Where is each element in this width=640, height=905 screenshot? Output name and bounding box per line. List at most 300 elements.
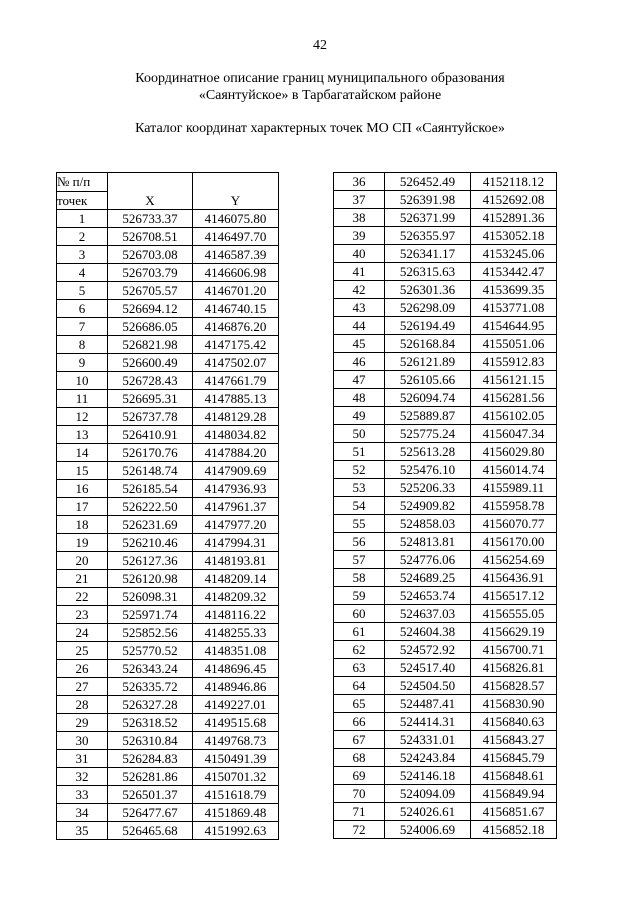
point-number-cell: 30 [57,732,108,750]
x-coordinate-cell: 526355.97 [385,227,471,245]
x-coordinate-cell: 524146.18 [385,767,471,785]
x-coordinate-cell: 526318.52 [108,714,193,732]
point-number-cell: 13 [57,426,108,444]
y-coordinate-cell: 4149227.01 [193,696,279,714]
point-number-cell: 14 [57,444,108,462]
x-coordinate-cell: 526335.72 [108,678,193,696]
point-number-cell: 25 [57,642,108,660]
table-row [334,335,557,353]
x-coordinate-cell: 526148.74 [108,462,193,480]
y-coordinate-cell: 4152692.08 [471,191,557,209]
y-coordinate-cell: 4156070.77 [471,515,557,533]
y-coordinate-cell: 4146606.98 [193,264,279,282]
x-coordinate-cell: 526703.79 [108,264,193,282]
y-coordinate-cell: 4153245.06 [471,245,557,263]
y-coordinate-cell: 4149768.73 [193,732,279,750]
x-coordinate-cell: 525770.52 [108,642,193,660]
x-coordinate-cell: 526105.66 [385,371,471,389]
point-number-cell: 1 [57,210,108,228]
point-number-cell: 27 [57,678,108,696]
table-row [334,533,557,551]
point-number-cell: 38 [334,209,385,227]
point-number-cell: 61 [334,623,385,641]
table-row [334,551,557,569]
point-number-cell: 29 [57,714,108,732]
point-number-cell: 55 [334,515,385,533]
x-coordinate-cell: 526686.05 [108,318,193,336]
table-row [334,677,557,695]
point-number-cell: 15 [57,462,108,480]
x-coordinate-cell: 524006.69 [385,821,471,839]
table-row [334,605,557,623]
point-number-cell: 35 [57,822,108,840]
x-coordinate-cell: 524776.06 [385,551,471,569]
table-row [57,804,279,822]
x-coordinate-cell: 526501.37 [108,786,193,804]
y-coordinate-cell: 4148209.32 [193,588,279,606]
y-coordinate-cell: 4147994.31 [193,534,279,552]
table-row [334,695,557,713]
y-coordinate-cell: 4156029.80 [471,443,557,461]
point-number-cell: 57 [334,551,385,569]
y-coordinate-cell: 4146587.39 [193,246,279,264]
x-coordinate-cell: 524414.31 [385,713,471,731]
y-coordinate-cell: 4147175.42 [193,336,279,354]
y-coordinate-cell: 4153771.08 [471,299,557,317]
table-row [57,552,279,570]
y-coordinate-cell: 4156852.18 [471,821,557,839]
y-coordinate-cell: 4148116.22 [193,606,279,624]
x-coordinate-cell: 525613.28 [385,443,471,461]
x-coordinate-cell: 524604.38 [385,623,471,641]
table-row [334,263,557,281]
y-coordinate-cell: 4153442.47 [471,263,557,281]
table-row [334,389,557,407]
point-number-cell: 4 [57,264,108,282]
point-number-cell: 69 [334,767,385,785]
point-number-cell: 40 [334,245,385,263]
x-coordinate-cell: 526284.83 [108,750,193,768]
point-number-cell: 58 [334,569,385,587]
table-row [57,300,279,318]
table-row [57,516,279,534]
table-row [334,785,557,803]
y-coordinate-cell: 4156700.71 [471,641,557,659]
y-coordinate-cell: 4149515.68 [193,714,279,732]
point-number-cell: 72 [334,821,385,839]
y-coordinate-cell: 4146701.20 [193,282,279,300]
table-row [334,587,557,605]
x-coordinate-cell: 526452.49 [385,173,471,191]
table-row [334,821,557,839]
x-coordinate-cell: 526168.84 [385,335,471,353]
y-coordinate-cell: 4156436.91 [471,569,557,587]
point-number-cell: 10 [57,372,108,390]
point-number-cell: 50 [334,425,385,443]
point-number-cell: 18 [57,516,108,534]
point-number-cell: 20 [57,552,108,570]
y-coordinate-cell: 4156121.15 [471,371,557,389]
table-row [57,390,279,408]
y-coordinate-cell: 4156851.67 [471,803,557,821]
point-number-cell: 16 [57,480,108,498]
x-coordinate-cell: 524331.01 [385,731,471,749]
y-coordinate-cell: 4151618.79 [193,786,279,804]
x-coordinate-cell: 524243.84 [385,749,471,767]
point-number-cell: 8 [57,336,108,354]
table-row [334,173,557,191]
point-number-cell: 21 [57,570,108,588]
x-coordinate-cell: 526600.49 [108,354,193,372]
point-number-cell: 62 [334,641,385,659]
table-row [57,318,279,336]
x-coordinate-cell: 526194.49 [385,317,471,335]
y-coordinate-cell: 4156555.05 [471,605,557,623]
x-coordinate-cell: 526120.98 [108,570,193,588]
point-number-cell: 64 [334,677,385,695]
y-coordinate-cell: 4155989.11 [471,479,557,497]
table-row [57,372,279,390]
point-number-cell: 59 [334,587,385,605]
x-coordinate-cell: 526410.91 [108,426,193,444]
table-header-row [57,173,279,192]
header-x: X [108,192,193,210]
point-number-cell: 7 [57,318,108,336]
point-number-cell: 42 [334,281,385,299]
point-number-cell: 51 [334,443,385,461]
x-coordinate-cell: 526127.36 [108,552,193,570]
header-number: № п/п [57,173,108,192]
table-row [57,696,279,714]
table-row [334,749,557,767]
table-row [57,462,279,480]
x-coordinate-cell: 524909.82 [385,497,471,515]
point-number-cell: 28 [57,696,108,714]
table-row [57,570,279,588]
y-coordinate-cell: 4156830.90 [471,695,557,713]
point-number-cell: 22 [57,588,108,606]
point-number-cell: 48 [334,389,385,407]
y-coordinate-cell: 4147661.79 [193,372,279,390]
table-row [57,210,279,228]
point-number-cell: 33 [57,786,108,804]
y-coordinate-cell: 4150701.32 [193,768,279,786]
point-number-cell: 65 [334,695,385,713]
x-coordinate-cell: 526733.37 [108,210,193,228]
point-number-cell: 19 [57,534,108,552]
x-coordinate-cell: 526343.24 [108,660,193,678]
table-row [334,767,557,785]
y-coordinate-cell: 4148351.08 [193,642,279,660]
point-number-cell: 67 [334,731,385,749]
table-row [57,498,279,516]
table-row [334,479,557,497]
table-row [334,371,557,389]
x-coordinate-cell: 525852.56 [108,624,193,642]
x-coordinate-cell: 525775.24 [385,425,471,443]
table-row [57,624,279,642]
table-row [57,678,279,696]
y-coordinate-cell: 4152891.36 [471,209,557,227]
y-coordinate-cell: 4155912.83 [471,353,557,371]
x-coordinate-cell: 526222.50 [108,498,193,516]
point-number-cell: 54 [334,497,385,515]
point-number-cell: 6 [57,300,108,318]
point-number-cell: 31 [57,750,108,768]
point-number-cell: 17 [57,498,108,516]
point-number-cell: 36 [334,173,385,191]
y-coordinate-cell: 4156849.94 [471,785,557,803]
point-number-cell: 60 [334,605,385,623]
y-coordinate-cell: 4156047.34 [471,425,557,443]
x-coordinate-cell: 526121.89 [385,353,471,371]
x-coordinate-cell: 526185.54 [108,480,193,498]
x-coordinate-cell: 526310.84 [108,732,193,750]
point-number-cell: 23 [57,606,108,624]
table-row [334,209,557,227]
table-row [334,299,557,317]
point-number-cell: 63 [334,659,385,677]
x-coordinate-cell: 524094.09 [385,785,471,803]
y-coordinate-cell: 4147936.93 [193,480,279,498]
table-row [334,245,557,263]
x-coordinate-cell: 526694.12 [108,300,193,318]
x-coordinate-cell: 525206.33 [385,479,471,497]
x-coordinate-cell: 524487.41 [385,695,471,713]
y-coordinate-cell: 4156254.69 [471,551,557,569]
table-row [334,353,557,371]
x-coordinate-cell: 526737.78 [108,408,193,426]
x-coordinate-cell: 526341.17 [385,245,471,263]
x-coordinate-cell: 526298.09 [385,299,471,317]
x-coordinate-cell: 525476.10 [385,461,471,479]
point-number-cell: 71 [334,803,385,821]
y-coordinate-cell: 4147961.37 [193,498,279,516]
table-row [57,642,279,660]
point-number-cell: 9 [57,354,108,372]
x-coordinate-cell: 526098.31 [108,588,193,606]
y-coordinate-cell: 4148034.82 [193,426,279,444]
y-coordinate-cell: 4151869.48 [193,804,279,822]
point-number-cell: 41 [334,263,385,281]
catalog-subheading: Каталог координат характерных точек МО СП «Саянтуйское» [135,121,505,136]
y-coordinate-cell: 4146497.70 [193,228,279,246]
x-coordinate-cell: 524858.03 [385,515,471,533]
x-coordinate-cell: 526327.28 [108,696,193,714]
page-number: 42 [313,38,327,53]
x-coordinate-cell: 526477.67 [108,804,193,822]
table-row [334,659,557,677]
y-coordinate-cell: 4148946.86 [193,678,279,696]
table-row [334,569,557,587]
y-coordinate-cell: 4148129.28 [193,408,279,426]
table-row [57,426,279,444]
y-coordinate-cell: 4156840.63 [471,713,557,731]
table-row [334,713,557,731]
x-coordinate-cell: 524813.81 [385,533,471,551]
point-number-cell: 26 [57,660,108,678]
point-number-cell: 34 [57,804,108,822]
table-row [334,803,557,821]
y-coordinate-cell: 4147977.20 [193,516,279,534]
table-row [334,623,557,641]
header-points: точек [57,192,108,210]
x-coordinate-cell: 524504.50 [385,677,471,695]
table-row [334,425,557,443]
point-number-cell: 47 [334,371,385,389]
table-header-row [57,192,279,210]
y-coordinate-cell: 4156826.81 [471,659,557,677]
x-coordinate-cell: 524653.74 [385,587,471,605]
y-coordinate-cell: 4147909.69 [193,462,279,480]
y-coordinate-cell: 4154644.95 [471,317,557,335]
table-row [57,336,279,354]
y-coordinate-cell: 4156170.00 [471,533,557,551]
y-coordinate-cell: 4156828.57 [471,677,557,695]
x-coordinate-cell: 526708.51 [108,228,193,246]
point-number-cell: 56 [334,533,385,551]
y-coordinate-cell: 4147885.13 [193,390,279,408]
y-coordinate-cell: 4147884.20 [193,444,279,462]
point-number-cell: 39 [334,227,385,245]
table-row [334,515,557,533]
y-coordinate-cell: 4155958.78 [471,497,557,515]
x-coordinate-cell: 526695.31 [108,390,193,408]
table-row [334,191,557,209]
x-coordinate-cell: 526728.43 [108,372,193,390]
point-number-cell: 68 [334,749,385,767]
point-number-cell: 46 [334,353,385,371]
y-coordinate-cell: 4156517.12 [471,587,557,605]
x-coordinate-cell: 526391.98 [385,191,471,209]
table-row [57,768,279,786]
x-coordinate-cell: 526371.99 [385,209,471,227]
y-coordinate-cell: 4148209.14 [193,570,279,588]
point-number-cell: 2 [57,228,108,246]
y-coordinate-cell: 4155051.06 [471,335,557,353]
x-coordinate-cell: 526170.76 [108,444,193,462]
x-coordinate-cell: 526315.63 [385,263,471,281]
x-coordinate-cell: 525889.87 [385,407,471,425]
y-coordinate-cell: 4150491.39 [193,750,279,768]
header-y: Y [193,192,279,210]
point-number-cell: 43 [334,299,385,317]
point-number-cell: 66 [334,713,385,731]
x-coordinate-cell: 526301.36 [385,281,471,299]
y-coordinate-cell: 4151992.63 [193,822,279,840]
coordinates-table-left [56,172,279,840]
table-row [57,714,279,732]
x-coordinate-cell: 526703.08 [108,246,193,264]
table-row [57,444,279,462]
y-coordinate-cell: 4156845.79 [471,749,557,767]
y-coordinate-cell: 4148696.45 [193,660,279,678]
table-row [334,227,557,245]
document-heading-line-2: «Саянтуйское» в Тарбагатайском районе [198,88,442,103]
table-row [57,228,279,246]
table-row [57,264,279,282]
x-coordinate-cell: 526705.57 [108,282,193,300]
y-coordinate-cell: 4156014.74 [471,461,557,479]
point-number-cell: 32 [57,768,108,786]
table-row [57,480,279,498]
y-coordinate-cell: 4156848.61 [471,767,557,785]
table-row [57,246,279,264]
x-coordinate-cell: 524517.40 [385,659,471,677]
point-number-cell: 49 [334,407,385,425]
y-coordinate-cell: 4147502.07 [193,354,279,372]
x-coordinate-cell: 526094.74 [385,389,471,407]
y-coordinate-cell: 4153052.18 [471,227,557,245]
table-row [57,786,279,804]
x-coordinate-cell: 526231.69 [108,516,193,534]
table-row [334,461,557,479]
table-row [334,281,557,299]
point-number-cell: 45 [334,335,385,353]
y-coordinate-cell: 4146876.20 [193,318,279,336]
y-coordinate-cell: 4156629.19 [471,623,557,641]
y-coordinate-cell: 4153699.35 [471,281,557,299]
point-number-cell: 53 [334,479,385,497]
y-coordinate-cell: 4156102.05 [471,407,557,425]
table-row [334,731,557,749]
coordinates-table-right [333,172,557,839]
point-number-cell: 24 [57,624,108,642]
y-coordinate-cell: 4148193.81 [193,552,279,570]
x-coordinate-cell: 524572.92 [385,641,471,659]
table-row [57,534,279,552]
table-row [334,407,557,425]
table-row [57,588,279,606]
x-coordinate-cell: 526821.98 [108,336,193,354]
x-coordinate-cell: 524689.25 [385,569,471,587]
y-coordinate-cell: 4152118.12 [471,173,557,191]
x-coordinate-cell: 524026.61 [385,803,471,821]
y-coordinate-cell: 4156281.56 [471,389,557,407]
table-row [57,822,279,840]
table-row [57,606,279,624]
x-coordinate-cell: 525971.74 [108,606,193,624]
table-row [57,408,279,426]
point-number-cell: 3 [57,246,108,264]
point-number-cell: 37 [334,191,385,209]
x-coordinate-cell: 526281.86 [108,768,193,786]
table-row [57,660,279,678]
y-coordinate-cell: 4146075.80 [193,210,279,228]
y-coordinate-cell: 4148255.33 [193,624,279,642]
point-number-cell: 44 [334,317,385,335]
x-coordinate-cell: 524637.03 [385,605,471,623]
table-row [57,732,279,750]
point-number-cell: 70 [334,785,385,803]
table-row [334,497,557,515]
x-coordinate-cell: 526465.68 [108,822,193,840]
y-coordinate-cell: 4146740.15 [193,300,279,318]
y-coordinate-cell: 4156843.27 [471,731,557,749]
table-row [334,443,557,461]
table-row [57,354,279,372]
point-number-cell: 52 [334,461,385,479]
table-row [57,282,279,300]
point-number-cell: 5 [57,282,108,300]
x-coordinate-cell: 526210.46 [108,534,193,552]
table-row [57,750,279,768]
point-number-cell: 12 [57,408,108,426]
table-row [334,317,557,335]
document-heading-line-1: Координатное описание границ муниципального образования [135,71,505,86]
point-number-cell: 11 [57,390,108,408]
table-row [334,641,557,659]
